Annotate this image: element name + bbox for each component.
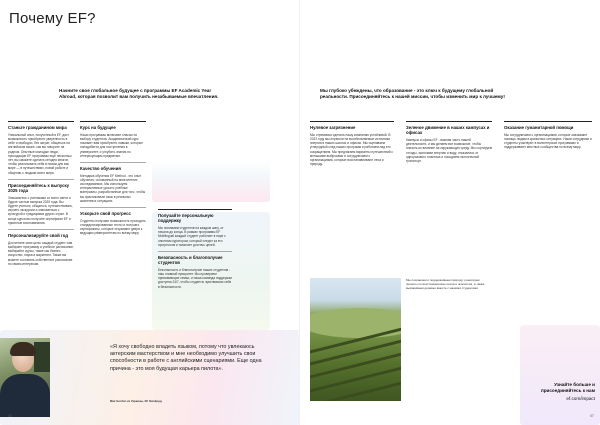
section-heading: Качество обучения xyxy=(80,165,121,171)
text-column-2 xyxy=(80,121,146,331)
cta-line: присоединяйтесь к нам xyxy=(540,388,595,393)
section-heading: Станьте гражданином мира xyxy=(8,125,67,130)
intro-text-left: Начните свое глобальное будущее с программы EF Academic Year Abroad, которая позволит вам получить незабываемые впечатления. xyxy=(59,88,219,99)
section-heading: Безопасность и благополучие студентов xyxy=(158,254,223,266)
page-number-left: 06 xyxy=(8,414,12,418)
quote-author: Max Gordon из Украины, EF Оксфорд xyxy=(110,399,162,403)
section-text: Знакомьтесь с учениками со всего света и будьте частью выпуска 2025 года. Вы будете учиться, общаться, путешествовать, изучать экскурсии и знакомиться с культурой и традициями других стран. В конце курса вы получите сертификат EF и приятные воспоминания. xyxy=(8,195,73,225)
impact-link[interactable]: ef.com/impact xyxy=(566,396,595,401)
section-heading: Оказание гуманитарной помощи xyxy=(504,125,574,130)
section-text: Наши программы включают классы по выбору студентов. Академический курс поможет вам приобрести навыки, которые понадобятся для поступления в университет, и углубить знания по интересующим предметам. xyxy=(80,132,143,158)
section-text: Безопасность и благополучие наших студентов - наш главный приоритет. Мы проверяем принимающие семьи, и наша команда поддержки доступна 24/7, чтобы студенты чувствовали себя в безопасности. xyxy=(158,267,232,289)
text-column-1 xyxy=(8,121,74,339)
section-text: Методика обучения EF Method - это опыт обучения, основанный на многолетних исследованиях. Мы используем интерактивные уроки и учебные материалы, разработанные для того, чтобы вы практиковали язык в реальных жизненных ситуациях. xyxy=(80,173,146,203)
section-text: Студенты получают возможность проходить стандартизированные тесты и получать сертификаты, которые открывают двери к ведущим университетам по всему миру. xyxy=(80,218,146,236)
text-column-5 xyxy=(406,121,492,271)
section-text: Мы сотрудничаем с организациями, которые оказывают помощь людям в кризисных ситуациях. Наши сотрудники и студенты участвуют в волонтерских программах и поддерживают местные сообщества по всему миру. xyxy=(504,132,592,150)
text-column-4 xyxy=(310,121,394,271)
right-page xyxy=(300,0,600,425)
student-photo xyxy=(0,338,50,417)
cta-line: Узнайте больше и xyxy=(554,382,595,387)
gradient-panel xyxy=(152,160,270,202)
text-column-6 xyxy=(504,121,592,271)
section-text: Уникальный опыт, полученный в EF, даст возможность приобрести уверенность в себе и свободно, без затрат, общаться на английском языке, как вы говорите на родном. Опытные молодые люди, проходящие EF программы ещё несколько лет, вы сможете сделать сегодня многое, чтобы реализовать себя в новом для вас мире — в путешествиях, новой работе и общении с людьми всего мира. xyxy=(8,132,72,175)
section-heading: Зеленое движение в наших кампусах и офисах xyxy=(406,125,490,136)
text-column-3 xyxy=(158,209,232,329)
section-heading: Курс на будущее xyxy=(80,125,116,130)
section-heading: Получайте персональную поддержку xyxy=(158,213,214,224)
intro-text-right: Мы глубоко убеждены, что образование - это ключ к будущему глобальной реальности. Присоединяйтесь к нашей миссии, чтобы изменить мир к лучшему! xyxy=(320,88,505,99)
call-to-action xyxy=(505,382,595,401)
section-text: Кампусы и офисы EF - важная часть нашей деятельности, и мы делаем все возможное, чтобы снизить их влияние на окружающую среду. Мы сортируем отходы, экономим энергию и воду, отказались от одноразового пластика и поощряем экологичный транспорт. xyxy=(406,137,492,163)
section-heading: Нулевое загрязнение xyxy=(310,125,356,130)
student-quote: «Я хочу свободно владеть языком, потому что увлекаюсь актерским мастерством и мне необходимо улучшить свои способности в работе с английскими сценариями. Еще одна причина - это моя будущая карьера пилота». xyxy=(110,344,262,372)
section-heading: Персонализируйте свой год xyxy=(8,233,69,239)
section-heading: Присоединяйтесь к выпуску 2025 года xyxy=(8,182,69,193)
section-text: Мы стремимся сделать нашу компанию устойчивой. В 2022 году мы перешли на возобновляемые источники энергии в наших школах и офисах. Мы оцениваем углеродный след наших программ и работаем над его сокращением. Мы предлагаем варианты путешествий с меньшими выбросами и сотрудничаем с организациями, которые восстанавливают леса и природу. xyxy=(310,132,394,167)
photo-caption: Мы сохраняем и поддерживаем природу: реализуем проекты по восстановлению лесов и экосистем, а также высаживаем деревья вместе с нашими студентами. xyxy=(406,278,485,290)
section-text: Мы понимаем студентов на каждом шагу, от начала до конца. В рамках программы EF Multilingual каждый студент работает в паре с опытным куратором, который следит за его прогрессом и помогает достичь целей. xyxy=(158,225,226,247)
vineyard-photo xyxy=(310,278,401,401)
page-number-right: 07 xyxy=(590,414,594,418)
section-heading: Ускорьте свой прогресс xyxy=(80,211,131,217)
gradient-panel xyxy=(520,325,600,425)
section-text: Достигните свои цели: каждый студент сам выбирает программу и учебное расписание, выбирайте курсы, такие как бизнес, искусство, наука и маркетинг. Также вы можете составить собственное расписание по своим интересам. xyxy=(8,240,74,266)
page-title: Почему EF? xyxy=(9,10,96,27)
